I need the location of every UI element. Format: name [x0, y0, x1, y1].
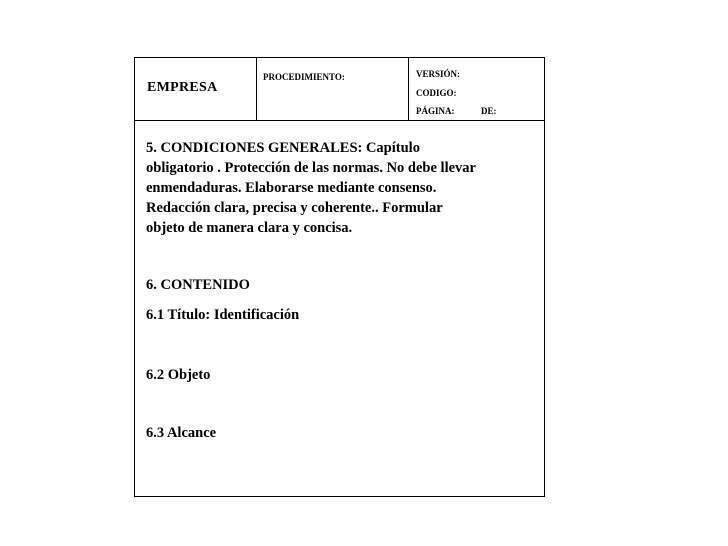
alcance-item: 6.3 Alcance [146, 425, 217, 441]
empresa-cell [135, 58, 257, 120]
contenido-heading: 6. CONTENIDO [146, 277, 250, 293]
condiciones-generales-paragraph [146, 138, 538, 238]
document-frame [134, 57, 545, 497]
codigo-label: CODIGO: [416, 88, 457, 98]
version-label: VERSIÓN: [416, 69, 461, 79]
document-header-table [135, 58, 544, 121]
procedimiento-label: PROCEDIMIENTO: [263, 72, 345, 82]
de-label: DE: [481, 106, 497, 116]
pagina-label: PÁGINA: [416, 106, 455, 116]
empresa-label: EMPRESA [147, 80, 218, 95]
titulo-item: 6.1 Título: Identificación [146, 307, 300, 323]
procedimiento-cell [257, 58, 409, 120]
conditions-line: obligatorio . Protección de las normas. No debe llevar [146, 160, 476, 176]
conditions-line: enmendaduras. Elaborarse mediante consenso. [146, 180, 437, 196]
document-meta-cell [409, 58, 544, 120]
objeto-item: 6.2 Objeto [146, 367, 211, 383]
conditions-line: objeto de manera clara y concisa. [146, 220, 353, 236]
conditions-line: 5. CONDICIONES GENERALES: Capítulo [146, 140, 420, 156]
conditions-line: Redacción clara, precisa y coherente.. Formular [146, 200, 443, 216]
